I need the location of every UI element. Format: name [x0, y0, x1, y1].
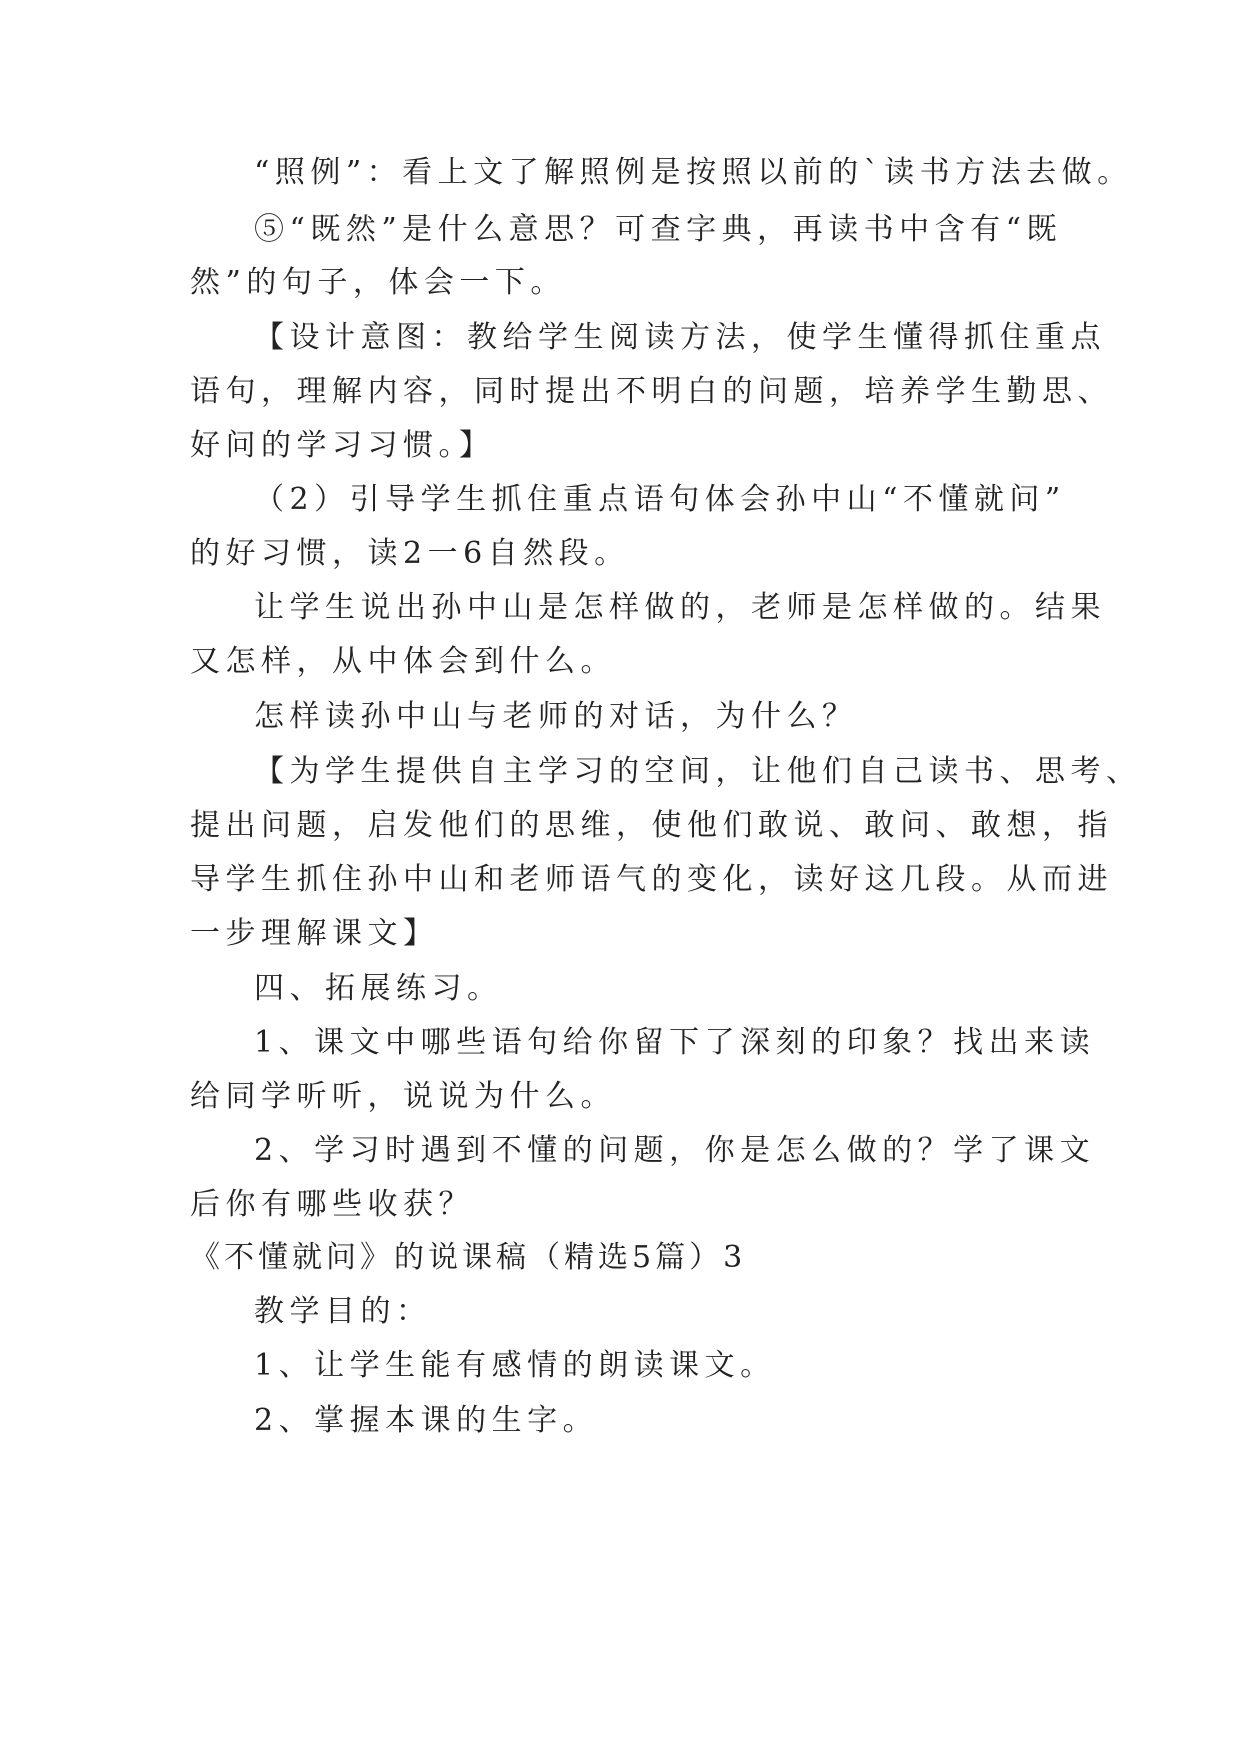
text-line: 让学生说出孙中山是怎样做的，老师是怎样做的。结果 [254, 590, 1106, 625]
text-line: 教学目的： [254, 1294, 432, 1329]
text-line: 【为学生提供自主学习的空间，让他们自己读书、思考、 [254, 754, 1142, 789]
text-line: 好问的学习习惯。】 [190, 428, 495, 463]
text-line: 后你有哪些收获？ [190, 1187, 474, 1222]
text-line: ⑤“既然”是什么意思？可查字典，再读书中含有“既 [254, 212, 1063, 247]
text-line: 怎样读孙中山与老师的对话，为什么？ [254, 699, 858, 734]
text-line: 给同学听听，说说为什么。 [190, 1079, 616, 1114]
text-line: 语句，理解内容，同时提出不明白的问题，培养学生勤思、 [190, 374, 1113, 409]
text-line: 一步理解课文】 [190, 916, 439, 951]
text-line: 的好习惯，读2一6自然段。 [190, 536, 630, 571]
text-line: 导学生抓住孙中山和老师语气的变化，读好这几段。从而进 [190, 862, 1113, 897]
text-line: 2、学习时遇到不懂的问题，你是怎么做的？学了课文 [254, 1133, 1096, 1168]
text-line: 1、课文中哪些语句给你留下了深刻的印象？找出来读 [254, 1025, 1096, 1060]
text-line: 【设计意图：教给学生阅读方法，使学生懂得抓住重点 [254, 320, 1106, 355]
text-line: （2）引导学生抓住重点语句体会孙中山“不懂就问” [254, 482, 1066, 517]
text-line: 2、掌握本课的生字。 [254, 1403, 599, 1438]
section-heading: 《不懂就问》的说课稿（精选5篇）3 [190, 1240, 747, 1275]
text-line: “照例”：看上文了解照例是按照以前的`读书方法去做。 [254, 155, 1133, 190]
text-line: 又怎样，从中体会到什么。 [190, 644, 616, 679]
text-line: 提出问题，启发他们的思维，使他们敢说、敢问、敢想，指 [190, 808, 1113, 843]
text-line: 四、拓展练习。 [254, 971, 503, 1006]
text-line: 1、让学生能有感情的朗读课文。 [254, 1348, 776, 1383]
text-line: 然”的句子，体会一下。 [190, 265, 566, 300]
